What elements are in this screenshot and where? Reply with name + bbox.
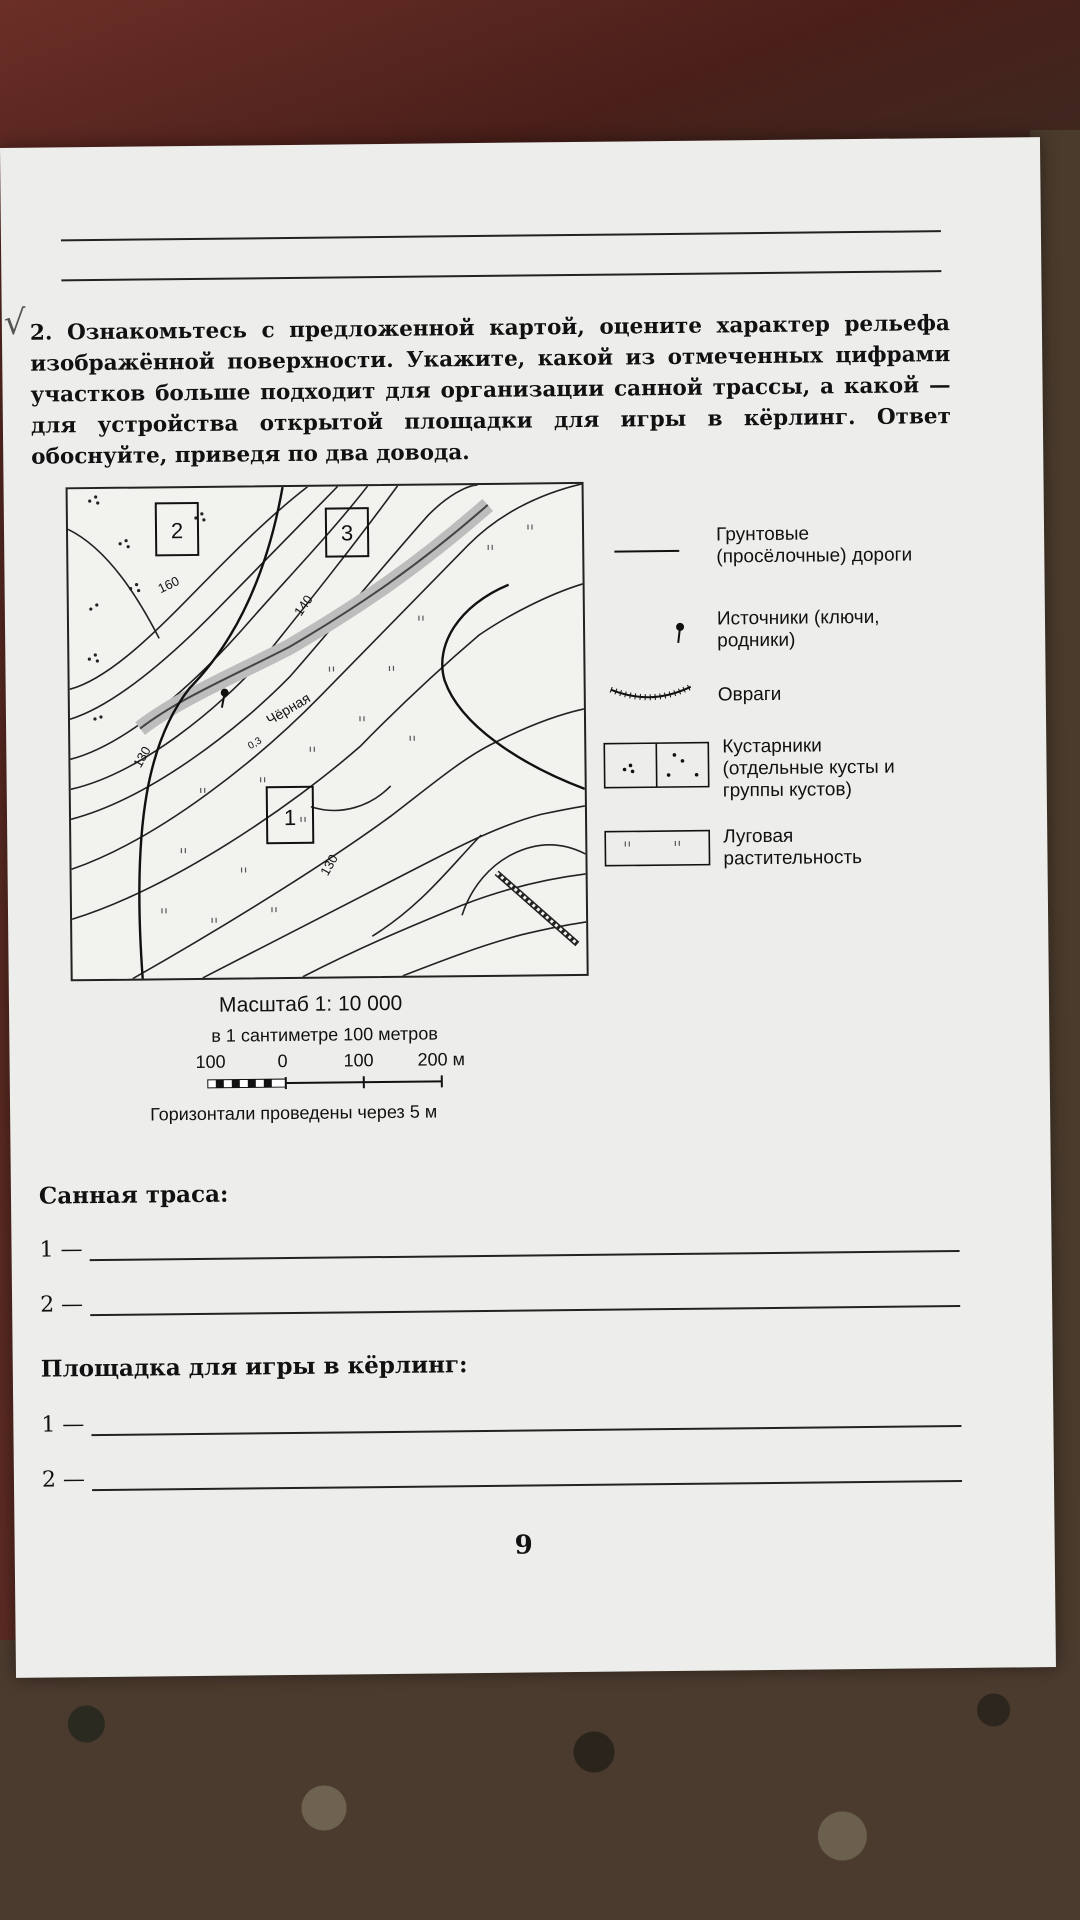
contour-interval-note: Горизонтали проведены через 5 м (150, 1101, 438, 1125)
plot-3-label: 3 (340, 520, 354, 546)
scale-tick-100-left: 100 (195, 1051, 226, 1073)
answer-line-previous-1 (61, 230, 941, 241)
scale-tick-100: 100 (343, 1050, 374, 1071)
contour-label-160: 160 (155, 573, 182, 597)
legend-meadow-icon (603, 829, 713, 870)
scale-tick-200: 200 м (417, 1049, 466, 1070)
plot-outlines (156, 501, 372, 844)
sled-answer-1-label: 1 — (39, 1237, 83, 1263)
scale-bar (206, 1073, 446, 1092)
checkmark: √ (3, 302, 26, 343)
answer-line-previous-2 (61, 270, 941, 281)
scale-title: Масштаб 1: 10 000 (218, 991, 403, 1017)
legend-spring-icon (673, 621, 687, 647)
question-text: Ознакомьтесь с предложенной картой, оцените характер рельефа изображённой поверхности. Укажите, какой из отмеченных цифрами участков больше подходит для организации санной трассы, а какой — для устройства открытой площадки для игры в кёрлинг. Ответ обоснуйте, приведя по два довода. (30, 311, 951, 470)
question-number: 2. (29, 320, 53, 346)
plot-2-label: 2 (170, 518, 184, 544)
legend-ravine-icon (606, 681, 696, 708)
legend-road-symbol (614, 541, 684, 562)
legend-shrubs: Кустарники (отдельные кусты и группы кустов) (722, 735, 895, 802)
sled-answer-2-label: 2 — (39, 1292, 84, 1318)
river-valley (138, 505, 490, 729)
legend-springs: Источники (ключи, родники) (716, 606, 880, 652)
legend-roads: Грунтовые (просёлочные) дороги (715, 523, 913, 568)
curling-answer-2-line[interactable] (92, 1480, 962, 1491)
question-block (30, 308, 952, 473)
legend-ravines: Овраги (717, 683, 782, 706)
curling-heading: Площадка для игры в кёрлинг: (40, 1351, 468, 1383)
scale-tick-0: 0 (277, 1051, 288, 1072)
sled-answer-1-line[interactable] (90, 1250, 960, 1261)
curling-answer-2-label: 2 — (41, 1467, 86, 1493)
curling-answer-1-line[interactable] (91, 1425, 961, 1436)
workbook-page (0, 137, 1056, 1678)
legend-meadow: Луговая растительность (723, 825, 863, 870)
topographic-map (66, 482, 589, 981)
legend-shrubs-icon (602, 741, 713, 792)
plot-1-label: 1 (283, 804, 297, 831)
map-drawing (68, 484, 587, 979)
river-speed: 0,3 (246, 735, 264, 752)
background-carpet (0, 1640, 1080, 1920)
sled-track-heading: Санная траса: (38, 1180, 229, 1210)
sled-answer-2-line[interactable] (90, 1305, 960, 1316)
meadow-symbols (158, 524, 536, 923)
contour-label-140: 140 (291, 592, 316, 619)
page-number: 9 (514, 1530, 533, 1561)
scale-subtitle: в 1 сантиметре 100 метров (211, 1023, 438, 1046)
river-name: Чёрная (263, 689, 313, 728)
contour-label-130-right: 130 (317, 851, 341, 879)
contour-label-130-left: 130 (130, 743, 154, 771)
curling-answer-1-label: 1 — (41, 1412, 85, 1438)
